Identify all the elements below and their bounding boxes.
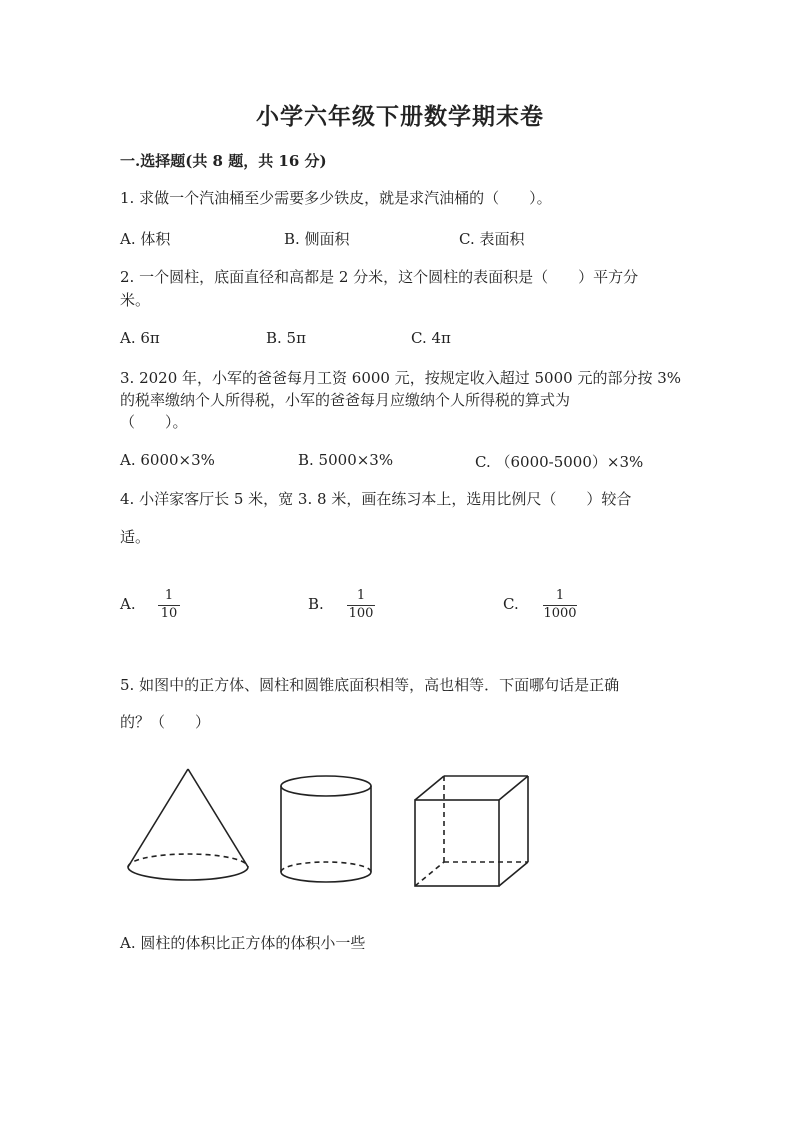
question-2-line-2: 米。: [120, 291, 151, 309]
question-4-option-c-fraction: [543, 589, 577, 621]
fraction-numerator: 1: [356, 588, 366, 603]
question-1-option-c: C. 表面积: [459, 230, 525, 248]
question-5-line-2: 的？（ ）: [120, 713, 211, 731]
question-1-text: 1. 求做一个汽油桶至少需要多少铁皮，就是求汽油桶的（ ）。: [120, 189, 552, 207]
fraction-numerator: 1: [164, 588, 174, 603]
fraction-numerator: 1: [555, 588, 565, 603]
section-heading: 一.选择题(共 8 题，共 16 分): [120, 152, 327, 170]
question-3-line-1: 3. 2020 年，小军的爸爸每月工资 6000 元，按规定收入超过 5000 元的部分按 3%: [120, 369, 682, 387]
question-3-option-a: A. 6000×3%: [120, 451, 215, 469]
question-2-option-a: A. 6π: [120, 329, 160, 347]
question-5-line-1: 5. 如图中的正方体、圆柱和圆锥底面积相等，高也相等．下面哪句话是正确: [120, 676, 620, 694]
question-1-option-a: A. 体积: [120, 230, 171, 248]
fraction-denominator: 100: [348, 606, 374, 621]
fraction-denominator: 10: [160, 606, 178, 621]
question-4-option-b-fraction: [347, 589, 375, 621]
question-3-line-3: （ ）。: [120, 413, 188, 431]
question-4-option-a-label: A.: [120, 595, 136, 613]
question-2-option-b: B. 5π: [266, 329, 306, 347]
question-4-line-2: 适。: [120, 528, 151, 546]
cylinder-figure: [281, 776, 371, 882]
question-3-option-c: C. （6000-5000）×3%: [475, 453, 644, 471]
question-4-option-b-label: B.: [308, 595, 324, 613]
solid-figures-illustration: [120, 762, 540, 892]
cone-figure: [128, 769, 248, 880]
question-2-line-1: 2. 一个圆柱，底面直径和高都是 2 分米，这个圆柱的表面积是（ ）平方分: [120, 268, 639, 286]
question-2-option-c: C. 4π: [411, 329, 451, 347]
page-title: 小学六年级下册数学期末卷: [256, 103, 544, 130]
fraction-denominator: 1000: [543, 606, 577, 621]
question-1-option-b: B. 侧面积: [284, 230, 350, 248]
question-3-option-b: B. 5000×3%: [298, 451, 394, 469]
question-5-option-a: A. 圆柱的体积比正方体的体积小一些: [120, 934, 366, 952]
cube-figure: [415, 776, 528, 886]
question-4-line-1: 4. 小洋家客厅长 5 米，宽 3. 8 米，画在练习本上，选用比例尺（ ）较合: [120, 490, 632, 508]
question-4-option-c-label: C.: [503, 595, 519, 613]
question-3-line-2: 的税率缴纳个人所得税，小军的爸爸每月应缴纳个人所得税的算式为: [120, 391, 571, 409]
question-4-option-a-fraction: [158, 589, 180, 621]
